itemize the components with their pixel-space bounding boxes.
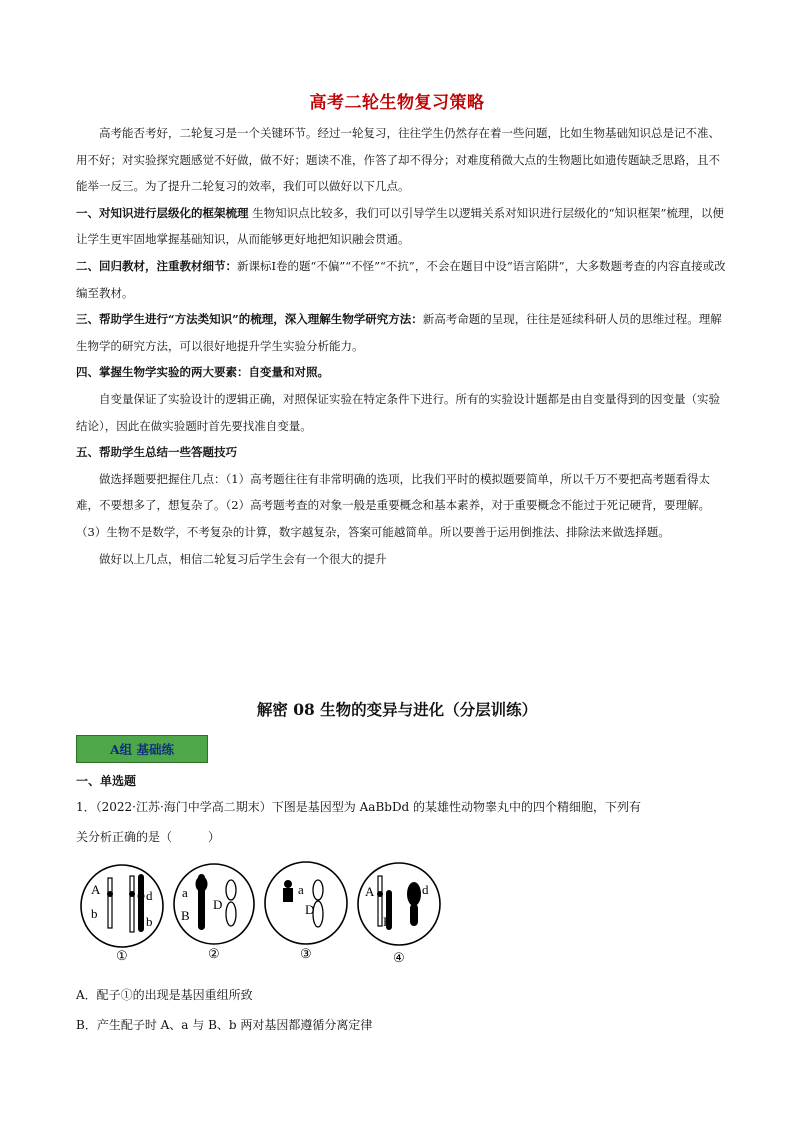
option-b: B．产生配子时 A、a 与 B、b 两对基因都遵循分离定律 — [76, 1018, 373, 1032]
cell-2 — [174, 864, 254, 944]
point-5-heading: 五、帮助学生总结一些答题技巧 — [76, 445, 237, 460]
point-3-heading: 三、帮助学生进行“方法类知识”的梳理，深入理解生物学研究方法： — [76, 312, 423, 327]
part-heading: 一、单选题 — [76, 774, 137, 788]
group-badge: A组 基础练 — [76, 735, 208, 763]
cell-3-number: ③ — [300, 946, 312, 961]
question-1-line-1: 1．（2022·江苏·海门中学高二期末）下图是基因型为 AaBbDd 的某雄性动物睾丸中的四个精细胞，下列有 — [76, 800, 642, 814]
cell-2-number: ② — [208, 946, 220, 961]
strategy-body — [76, 120, 726, 572]
cell-1-label-A: A — [91, 882, 101, 897]
point-3-text: 新高考命题的呈现，往往是延续科研人员的思维过程。理解生物学的研究方法，可以很好地提升学生实验分析能力。 — [76, 312, 722, 353]
cell-3-label-D: D — [305, 902, 315, 917]
cell-3 — [265, 862, 347, 944]
cell-4-label-B: B — [383, 914, 392, 929]
sperm-cells-figure — [78, 860, 448, 972]
point-5-body: 做选择题要把握住几点：（1）高考题往往有非常明确的选项，比我们平时的模拟题要简单，所以千万不要把高考题看得太难，不要想多了，想复杂了。（2）高考题考查的对象一般是重要概念和基本素养，对于重要概念不能过于死记硬背，要理解。（3）生物不是数学，不考复杂的计算，数字越复杂，答案可能越简单。所以要善于运用倒推法、排除法来做选择题。 — [76, 471, 711, 539]
cell-2-label-B: B — [181, 908, 190, 923]
point-1 — [76, 200, 726, 253]
point-4-body: 自变量保证了实验设计的逻辑正确，对照保证实验在特定条件下进行。所有的实验设计题都是由自变量得到的因变量（实验结论），因此在做实验题时首先要找准自变量。 — [76, 391, 720, 433]
point-2 — [76, 253, 726, 306]
closing-paragraph: 做好以上几点，相信二轮复习后学生会有一个很大的提升 — [99, 551, 387, 566]
cell-3-label-a: a — [298, 882, 304, 897]
cell-4-label-A: A — [365, 884, 375, 899]
point-2-text: 新课标Ⅰ卷的题“不偏”“不怪”“不抗”，不会在题目中设“语言陷阱”，大多数题考查的内容直接或改编至教材。 — [76, 258, 726, 300]
point-1-heading: 一、对知识进行层级化的框架梳理 — [76, 205, 249, 220]
intro-paragraph: 高考能否考好，二轮复习是一个关键环节。经过一轮复习，往往学生仍然存在着一些问题，比如生物基础知识总是记不准、用不好；对实验探究题感觉不好做，做不好；题读不准，作答了却不得分；对难度稍微大点的生物题比如遗传题缺乏思路，且不能举一反三。为了提升二轮复习的效率，我们可以做好以下几点。 — [76, 126, 720, 194]
cell-4-number: ④ — [393, 950, 405, 965]
cell-2-label-D: D — [213, 897, 223, 912]
section-title: 解密 08 生物的变异与进化（分层训练） — [256, 700, 538, 719]
cell-1 — [81, 865, 163, 947]
page-title: 高考二轮生物复习策略 — [309, 93, 485, 113]
point-4 — [76, 359, 726, 386]
cell-1-number: ① — [116, 948, 128, 963]
point-3 — [76, 306, 726, 359]
cell-4 — [358, 863, 440, 945]
point-4-heading: 四、掌握生物学实验的两大要素：自变量和对照。 — [76, 365, 329, 380]
cell-1-label-d: d — [146, 888, 153, 903]
question-1-line-2: 关分析正确的是（ ） — [76, 830, 221, 844]
cell-1-label-b: b — [91, 906, 98, 921]
point-2-heading: 二、回归教材，注重教材细节： — [76, 258, 237, 273]
cell-1-label-b2: b — [146, 914, 153, 929]
cell-2-label-a: a — [182, 885, 188, 900]
option-a: A．配子①的出现是基因重组所致 — [76, 988, 253, 1002]
cell-4-label-d: d — [422, 882, 429, 897]
point-1-text: 生物知识点比较多，我们可以引导学生以逻辑关系对知识进行层级化的“知识框架”梳理，以便让学生更牢固地掌握基础知识，从而能够更好地把知识融会贯通。 — [76, 205, 724, 247]
